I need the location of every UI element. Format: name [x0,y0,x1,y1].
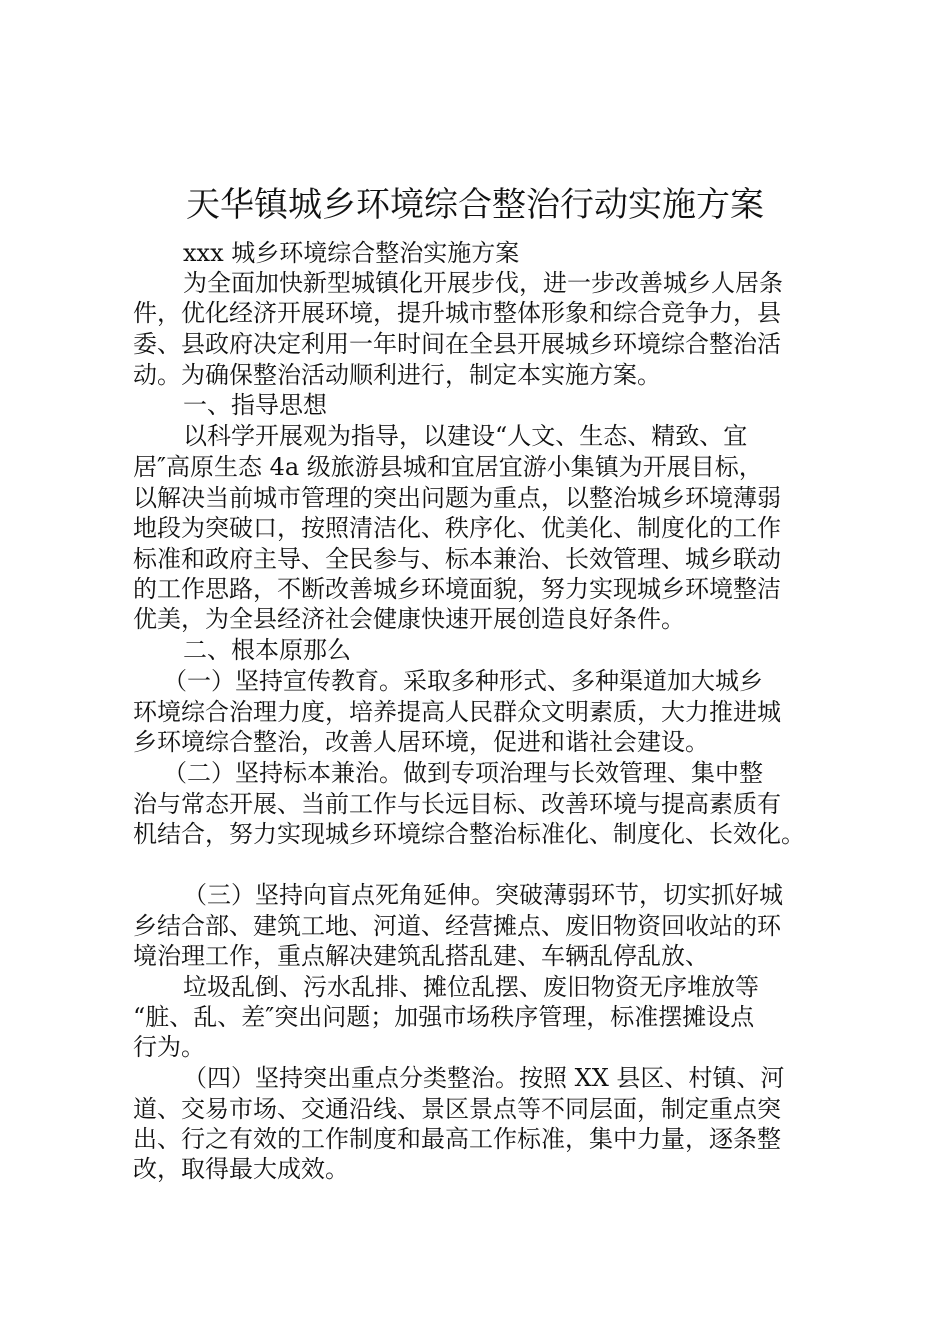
section-heading: 二、根本原那么 [183,636,351,664]
paragraph-line: 以解决当前城市管理的突出问题为重点，以整治城乡环境薄弱 [133,484,781,512]
paragraph-line: 委、县政府决定利用一年时间在全县开展城乡环境综合整治活 [133,330,781,358]
paragraph-line: 改，取得最大成效。 [133,1155,349,1183]
paragraph-line: 的工作思路，不断改善城乡环境面貌，努力实现城乡环境整洁 [133,575,781,603]
paragraph-line: （一）坚持宣传教育。采取多种形式、多种渠道加大城乡 [163,667,763,695]
paragraph-line: “脏、乱、差″突出问题；加强市场秩序管理，标准摆摊设点 [133,1003,755,1031]
paragraph-line: 为全面加快新型城镇化开展步伐，进一步改善城乡人居条 [183,269,783,297]
paragraph-line: 以科学开展观为指导，以建设“人文、生态、精致、宜 [183,422,748,450]
paragraph-line: 优美，为全县经济社会健康快速开展创造良好条件。 [133,605,685,633]
paragraph-line: 乡结合部、建筑工地、河道、经营摊点、废旧物资回收站的环 [133,912,781,940]
document-title: 天华镇城乡环境综合整治行动实施方案 [186,185,764,225]
paragraph-line: （四）坚持突出重点分类整治。按照 XX 县区、村镇、河 [183,1064,785,1092]
paragraph-line: 出、行之有效的工作制度和最高工作标准，集中力量，逐条整 [133,1125,781,1153]
paragraph-line: 道、交易市场、交通沿线、景区景点等不同层面，制定重点突 [133,1095,781,1123]
paragraph-line: 环境综合治理力度，培养提高人民群众文明素质，大力推进城 [133,698,781,726]
paragraph-line: 境治理工作，重点解决建筑乱搭乱建、车辆乱停乱放、 [133,942,709,970]
paragraph-line: 机结合，努力实现城乡环境综合整治标准化、制度化、长效化。 [133,820,805,848]
section-heading: 一、指导思想 [183,391,327,419]
paragraph-line: 地段为突破口，按照清洁化、秩序化、优美化、制度化的工作 [133,514,781,542]
paragraph-line: 乡环境综合整治，改善人居环境，促进和谐社会建设。 [133,728,709,756]
paragraph-line: （二）坚持标本兼治。做到专项治理与长效管理、集中整 [163,759,763,787]
paragraph-line: 垃圾乱倒、污水乱排、摊位乱摆、废旧物资无序堆放等 [183,973,759,1001]
paragraph-line: 行为。 [133,1033,205,1061]
paragraph-line: 标准和政府主导、全民参与、标本兼治、长效管理、城乡联动 [133,545,781,573]
paragraph-line: 件，优化经济开展环境，提升城市整体形象和综合竞争力，县 [133,299,781,327]
paragraph-line: 动。为确保整治活动顺利进行，制定本实施方案。 [133,361,661,389]
paragraph-line: （三）坚持向盲点死角延伸。突破薄弱环节，切实抓好城 [183,881,783,909]
paragraph-line: 治与常态开展、当前工作与长远目标、改善环境与提高素质有 [133,790,781,818]
paragraph-line: 居″高原生态 4a 级旅游县城和宜居宜游小集镇为开展目标， [133,453,763,481]
subtitle-line: xxx 城乡环境综合整治实施方案 [183,239,520,267]
